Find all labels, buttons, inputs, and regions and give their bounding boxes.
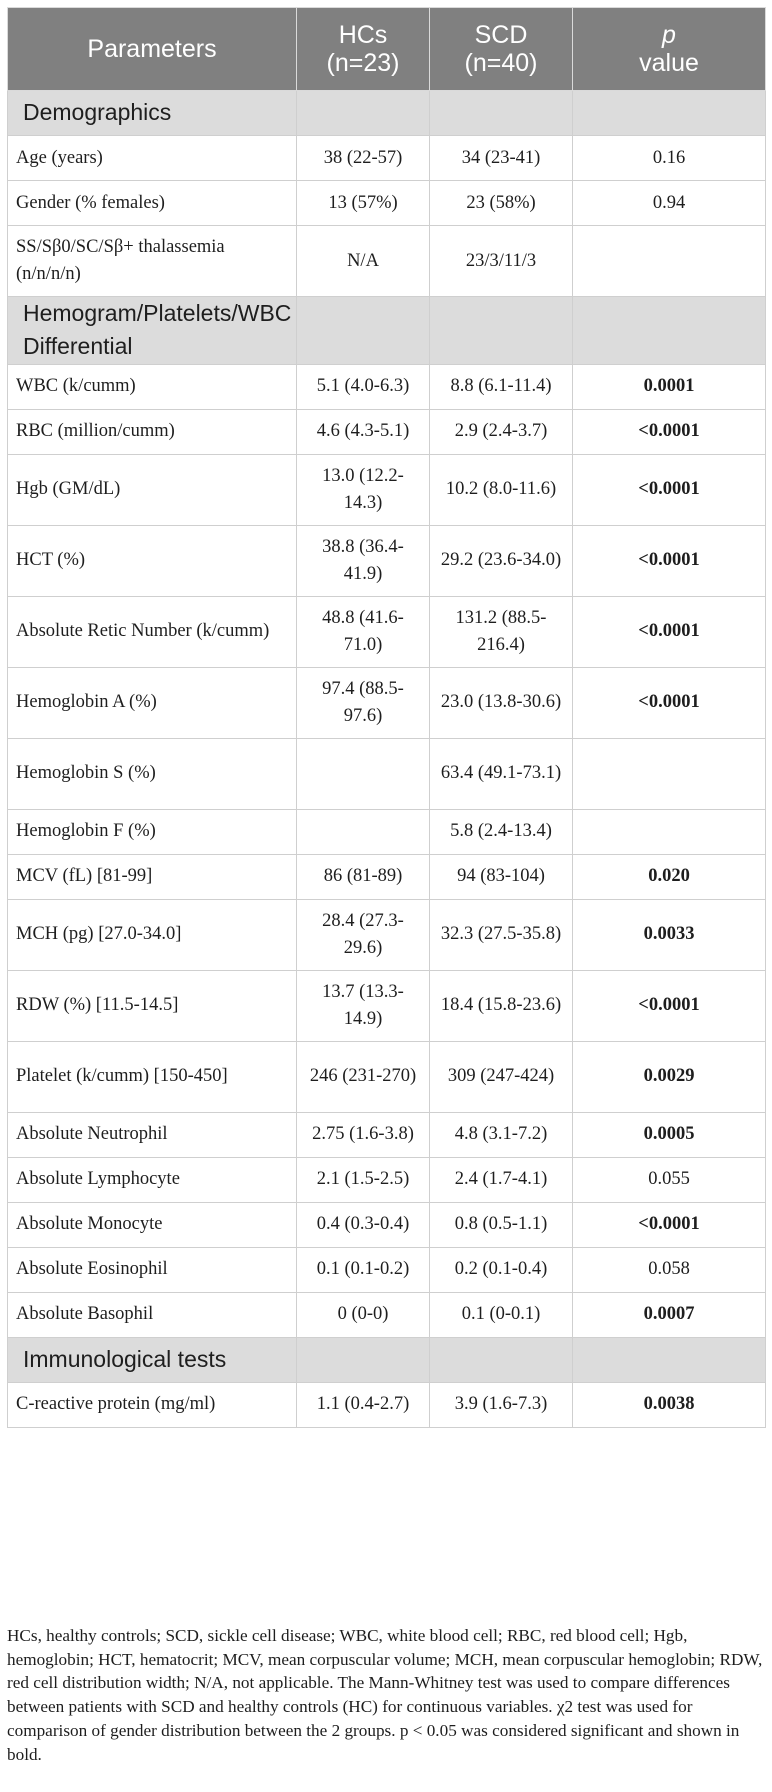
cell-hcs: 13.7 (13.3-14.9) — [297, 970, 430, 1041]
cell-scd: 5.8 (2.4-13.4) — [430, 809, 573, 854]
header-hcs: HCs (n=23) — [297, 8, 430, 91]
cell-scd: 63.4 (49.1-73.1) — [430, 738, 573, 809]
cell-p-value: 0.055 — [573, 1157, 766, 1202]
cell-scd: 3.9 (1.6-7.3) — [430, 1382, 573, 1427]
cell-p-value — [573, 226, 766, 297]
table-row — [8, 596, 766, 667]
cell-hcs: 0 (0-0) — [297, 1292, 430, 1337]
cell-p-value: 0.0029 — [573, 1041, 766, 1112]
cell-parameter: HCT (%) — [8, 525, 297, 596]
table-footnote: HCs, healthy controls; SCD, sickle cell disease; WBC, white blood cell; RBC, red blood cell; Hgb, hemoglobin; HCT, hematocrit; MCV, mean corpuscular volume; MCH, mean corpuscular hemoglobin; RDW, red cell distribution width; N/A, not applicable. The Mann-Whitney test was used to compare differences between patients with SCD and healthy controls (HC) for continuous variables. χ2 test was used for comparison of gender distribution between the 2 groups. p < 0.05 was considered significant and shown in bold. — [7, 1626, 763, 1764]
cell-hcs: 13 (57%) — [297, 181, 430, 226]
cell-hcs: 48.8 (41.6-71.0) — [297, 596, 430, 667]
cell-scd: 29.2 (23.6-34.0) — [430, 525, 573, 596]
table-row — [8, 899, 766, 970]
cell-parameter: Hemoglobin S (%) — [8, 738, 297, 809]
cell-hcs — [297, 738, 430, 809]
cell-scd: 0.2 (0.1-0.4) — [430, 1247, 573, 1292]
table-row — [8, 1112, 766, 1157]
table-row — [8, 226, 766, 297]
cell-scd: 309 (247-424) — [430, 1041, 573, 1112]
cell-parameter: Absolute Monocyte — [8, 1202, 297, 1247]
cell-scd: 2.4 (1.7-4.1) — [430, 1157, 573, 1202]
cell-parameter: MCH (pg) [27.0-34.0] — [8, 899, 297, 970]
cell-p-value: 0.0001 — [573, 364, 766, 409]
section-empty-cell — [573, 297, 766, 365]
cell-p-value: 0.0038 — [573, 1382, 766, 1427]
section-title: Hemogram/Platelets/WBC Differential — [8, 297, 297, 365]
cell-parameter: Absolute Basophil — [8, 1292, 297, 1337]
cell-hcs: 13.0 (12.2-14.3) — [297, 454, 430, 525]
cell-p-value: 0.0033 — [573, 899, 766, 970]
table-row — [8, 1382, 766, 1427]
cell-hcs: 5.1 (4.0-6.3) — [297, 364, 430, 409]
cell-p-value: 0.16 — [573, 136, 766, 181]
cell-scd: 18.4 (15.8-23.6) — [430, 970, 573, 1041]
cell-p-value — [573, 738, 766, 809]
table-row — [8, 854, 766, 899]
cell-p-value: 0.0007 — [573, 1292, 766, 1337]
cell-p-value: <0.0001 — [573, 454, 766, 525]
cell-parameter: Hemoglobin F (%) — [8, 809, 297, 854]
cell-p-value: 0.94 — [573, 181, 766, 226]
cell-scd: 2.9 (2.4-3.7) — [430, 409, 573, 454]
cell-scd: 23 (58%) — [430, 181, 573, 226]
cell-hcs: 2.1 (1.5-2.5) — [297, 1157, 430, 1202]
section-empty-cell — [573, 91, 766, 136]
cell-hcs: 0.4 (0.3-0.4) — [297, 1202, 430, 1247]
table-row — [8, 1247, 766, 1292]
cell-hcs: 1.1 (0.4-2.7) — [297, 1382, 430, 1427]
section-empty-cell — [430, 1337, 573, 1382]
cell-scd: 8.8 (6.1-11.4) — [430, 364, 573, 409]
cell-scd: 23.0 (13.8-30.6) — [430, 667, 573, 738]
section-row — [8, 1337, 766, 1382]
section-title: Immunological tests — [8, 1337, 297, 1382]
cell-scd: 4.8 (3.1-7.2) — [430, 1112, 573, 1157]
cell-scd: 0.1 (0-0.1) — [430, 1292, 573, 1337]
section-title: Demographics — [8, 91, 297, 136]
cell-hcs: N/A — [297, 226, 430, 297]
cell-hcs — [297, 809, 430, 854]
cell-scd: 131.2 (88.5-216.4) — [430, 596, 573, 667]
cell-parameter: Hgb (GM/dL) — [8, 454, 297, 525]
header-p-value: p value — [573, 8, 766, 91]
cell-p-value: <0.0001 — [573, 667, 766, 738]
cell-parameter: C-reactive protein (mg/ml) — [8, 1382, 297, 1427]
table-row — [8, 738, 766, 809]
cell-p-value: 0.058 — [573, 1247, 766, 1292]
cell-scd: 94 (83-104) — [430, 854, 573, 899]
cell-hcs: 97.4 (88.5-97.6) — [297, 667, 430, 738]
cell-p-value: <0.0001 — [573, 596, 766, 667]
table-row — [8, 970, 766, 1041]
cell-parameter: Absolute Neutrophil — [8, 1112, 297, 1157]
cell-hcs: 38.8 (36.4-41.9) — [297, 525, 430, 596]
cell-p-value: 0.0005 — [573, 1112, 766, 1157]
cell-p-value: 0.020 — [573, 854, 766, 899]
cell-parameter: Hemoglobin A (%) — [8, 667, 297, 738]
cell-parameter: SS/Sβ0/SC/Sβ+ thalassemia (n/n/n/n) — [8, 226, 297, 297]
table-row — [8, 454, 766, 525]
table-body — [8, 91, 766, 1428]
parameters-table — [7, 7, 766, 1428]
header-scd: SCD (n=40) — [430, 8, 573, 91]
cell-parameter: Age (years) — [8, 136, 297, 181]
cell-parameter: RDW (%) [11.5-14.5] — [8, 970, 297, 1041]
cell-scd: 32.3 (27.5-35.8) — [430, 899, 573, 970]
table-row — [8, 809, 766, 854]
cell-parameter: MCV (fL) [81-99] — [8, 854, 297, 899]
section-empty-cell — [297, 91, 430, 136]
table-row — [8, 1041, 766, 1112]
cell-parameter: WBC (k/cumm) — [8, 364, 297, 409]
cell-hcs: 0.1 (0.1-0.2) — [297, 1247, 430, 1292]
table-row — [8, 667, 766, 738]
cell-p-value: <0.0001 — [573, 525, 766, 596]
table-row — [8, 1202, 766, 1247]
cell-p-value — [573, 809, 766, 854]
table-row — [8, 1157, 766, 1202]
cell-scd: 23/3/11/3 — [430, 226, 573, 297]
cell-parameter: Gender (% females) — [8, 181, 297, 226]
table-header — [8, 8, 766, 91]
cell-parameter: Platelet (k/cumm) [150-450] — [8, 1041, 297, 1112]
cell-hcs: 246 (231-270) — [297, 1041, 430, 1112]
cell-hcs: 38 (22-57) — [297, 136, 430, 181]
cell-parameter: RBC (million/cumm) — [8, 409, 297, 454]
table-row — [8, 364, 766, 409]
section-empty-cell — [297, 297, 430, 365]
cell-p-value: <0.0001 — [573, 409, 766, 454]
header-parameters: Parameters — [8, 8, 297, 91]
section-row — [8, 91, 766, 136]
section-empty-cell — [430, 297, 573, 365]
table-row — [8, 181, 766, 226]
cell-scd: 34 (23-41) — [430, 136, 573, 181]
cell-p-value: <0.0001 — [573, 970, 766, 1041]
cell-hcs: 28.4 (27.3-29.6) — [297, 899, 430, 970]
cell-scd: 0.8 (0.5-1.1) — [430, 1202, 573, 1247]
cell-hcs: 4.6 (4.3-5.1) — [297, 409, 430, 454]
table-row — [8, 525, 766, 596]
section-row — [8, 297, 766, 365]
cell-hcs: 2.75 (1.6-3.8) — [297, 1112, 430, 1157]
table-row — [8, 1292, 766, 1337]
cell-parameter: Absolute Eosinophil — [8, 1247, 297, 1292]
cell-p-value: <0.0001 — [573, 1202, 766, 1247]
cell-hcs: 86 (81-89) — [297, 854, 430, 899]
section-empty-cell — [297, 1337, 430, 1382]
table-row — [8, 136, 766, 181]
cell-parameter: Absolute Lymphocyte — [8, 1157, 297, 1202]
table-row — [8, 409, 766, 454]
cell-parameter: Absolute Retic Number (k/cumm) — [8, 596, 297, 667]
section-empty-cell — [430, 91, 573, 136]
cell-scd: 10.2 (8.0-11.6) — [430, 454, 573, 525]
section-empty-cell — [573, 1337, 766, 1382]
